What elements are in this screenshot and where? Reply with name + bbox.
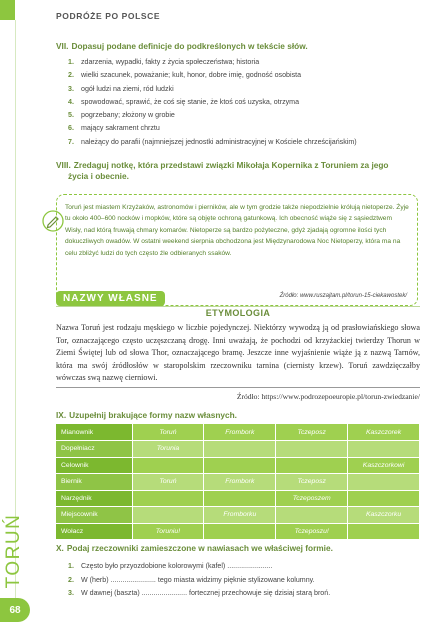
item-number: 2.: [68, 575, 74, 584]
form-cell[interactable]: [348, 523, 420, 540]
task-7-heading: [56, 41, 420, 52]
form-cell[interactable]: [204, 457, 276, 474]
item-text[interactable]: W dawnej (baszta) ....................... fortecznej przechowuje się dzisiaj starą broń.: [81, 589, 331, 598]
form-cell[interactable]: Fromborku: [204, 507, 276, 524]
section-badge: NAZWY WŁASNE: [56, 291, 165, 306]
case-name-cell: Biernik: [56, 474, 132, 491]
running-header: PODRÓŻE PO POLSCE: [56, 11, 161, 21]
task-8-heading: [56, 160, 420, 171]
item-text: ogół ludzi na ziemi, ród ludzki: [81, 84, 174, 93]
task-10: [56, 543, 420, 601]
form-cell[interactable]: Tczeposz: [276, 424, 348, 441]
form-cell[interactable]: [132, 507, 204, 524]
table-row: [56, 457, 420, 474]
form-cell[interactable]: [204, 441, 276, 458]
case-name-cell: Celownik: [56, 457, 132, 474]
form-cell[interactable]: [276, 507, 348, 524]
form-cell[interactable]: [348, 490, 420, 507]
item-text[interactable]: W (herb) ....................... tego miasta widzimy pięknie stylizowane kolumny.: [81, 575, 315, 584]
list-item: [68, 574, 420, 588]
list-item: [68, 96, 420, 109]
form-cell[interactable]: Toruń: [132, 474, 204, 491]
page-number: 68: [0, 598, 30, 622]
case-name-cell: Mianownik: [56, 424, 132, 441]
etymology-text: Nazwa Toruń jest rodzaju męskiego w liczbie pojedynczej. Niektórzy wywodzą ją od prasłowiańskiego słowa Tor, oznaczającego często uczęszczaną drogę. Inni uważają, że pochodzi od krzyżackiej twierdzy Thorun w Ziemi Świętej lub od słowa Thor, oznaczającego bramę. Jeszcze inne wyjaśnienie wiąże ją z nazwą Tarnów, która ma swój źródłosłów w staropolskim rzeczowniku tarnina (ciernisty krzew). Toruń zawdzięczałby wówczas swą nazwę cierniowi.: [56, 323, 420, 383]
case-name-cell: Narzędnik: [56, 490, 132, 507]
item-number: 1.: [68, 562, 74, 570]
etymology-source: Źródło: https://www.podrozepoeuropie.pl/torun-zwiedzanie/: [236, 392, 420, 401]
task-10-number: X.: [56, 543, 64, 553]
item-number: 3.: [68, 589, 74, 598]
item-text: należący do parafii (najmniejszej jednostki administracyjnej w Kościele chrześcijańskim): [81, 137, 357, 146]
note-box: [56, 194, 418, 306]
table-row: [56, 474, 420, 491]
list-item: [68, 560, 420, 574]
section-rule: [56, 306, 420, 307]
form-cell[interactable]: Kaszczorkowi: [348, 457, 420, 474]
case-name-cell: Wołacz: [56, 523, 132, 540]
list-item: [68, 587, 420, 601]
declension-table: [56, 424, 420, 540]
list-item: [68, 56, 420, 69]
form-cell[interactable]: [132, 490, 204, 507]
list-item: [68, 136, 420, 149]
task-9-number: IX.: [56, 410, 67, 420]
task-9-heading: [56, 410, 420, 421]
item-text: pogrzebany; złożony w grobie: [81, 111, 175, 120]
item-number: 1.: [68, 58, 74, 66]
item-text: zdarzenia, wypadki, fakty z życia społeczeństwa; historia: [81, 58, 260, 66]
form-cell[interactable]: Toruń: [132, 424, 204, 441]
item-text[interactable]: Często było przyozdobione kolorowymi (kafel) .......................: [81, 562, 273, 570]
form-cell[interactable]: [348, 474, 420, 491]
table-row: [56, 507, 420, 524]
task-8: [56, 160, 420, 182]
form-cell[interactable]: [204, 523, 276, 540]
table-row: [56, 441, 420, 458]
task-7: [56, 41, 420, 149]
form-cell[interactable]: Tczeposzem: [276, 490, 348, 507]
form-cell[interactable]: Torunia: [132, 441, 204, 458]
form-cell[interactable]: Tczeposz: [276, 474, 348, 491]
form-cell[interactable]: [276, 457, 348, 474]
table-row: [56, 490, 420, 507]
list-item: [68, 122, 420, 135]
task-10-title: Podaj rzeczowniki zamieszczone w nawiasach we właściwej formie.: [66, 543, 333, 553]
definition-list: [56, 56, 420, 149]
task-7-title: Dopasuj podane definicje do podkreślonych w tekście słów.: [71, 41, 308, 51]
form-cell[interactable]: [276, 441, 348, 458]
table-row: [56, 523, 420, 540]
case-name-cell: Miejscownik: [56, 507, 132, 524]
case-name-cell: Dopełniacz: [56, 441, 132, 458]
table-row: [56, 424, 420, 441]
task-8-number: VIII.: [56, 160, 71, 170]
list-item: [68, 83, 420, 96]
form-cell[interactable]: Kaszczorku: [348, 507, 420, 524]
form-cell[interactable]: Frombork: [204, 474, 276, 491]
list-item: [68, 69, 420, 82]
top-accent-bar: [0, 0, 15, 20]
item-number: 4.: [68, 97, 74, 106]
form-cell[interactable]: Frombork: [204, 424, 276, 441]
note-text: Toruń jest miastem Krzyżaków, astronomów i pierników, ale w tym grodzie także niepodzielnie królują nietoperze. Żyje tu około 400–600 nocków i mopków, które są objęte ochroną gatunkową. Ich obecność wiąże się z sąsiedztwem Wisły, nad którą fruwają chmary komarów. Nietoperze są bardzo pożyteczne, gdyż zjadają ogromne ilości tych dokuczliwych owadów. W ostatni weekend sierpnia obchodzona jest Międzynarodowa Noc Nietoperzy, która ma na celu zbliżyć ludzi do tych często źle odbieranych ssaków.: [65, 204, 409, 257]
task-9: [56, 410, 420, 421]
task-8-title-line1: Zredaguj notkę, która przedstawi związki Mikołaja Kopernika z Toruniem za jego: [73, 160, 389, 170]
source-rule: [56, 387, 420, 388]
item-text: spowodować, sprawić, że coś się stanie, że ktoś coś uzyska, otrzyma: [81, 97, 300, 106]
item-number: 3.: [68, 84, 74, 93]
etymology-title: ETYMOLOGIA: [205, 308, 271, 318]
task-7-number: VII.: [56, 41, 69, 51]
task-9-title: Uzupełnij brakujące formy nazw własnych.: [69, 410, 237, 420]
task-10-heading: [56, 543, 420, 554]
side-chapter-label: [4, 505, 28, 595]
form-cell[interactable]: [132, 457, 204, 474]
list-item: [68, 109, 420, 122]
form-cell[interactable]: Kaszczorek: [348, 424, 420, 441]
form-cell[interactable]: Tczeposzu!: [276, 523, 348, 540]
item-number: 2.: [68, 71, 74, 80]
item-number: 6.: [68, 124, 74, 133]
task-8-title-line2: życia i obecnie.: [68, 171, 129, 181]
note-source: Źródło: www.ruszajtam.pl/torun-15-ciekawostek/: [279, 293, 407, 299]
form-cell[interactable]: Toruniu!: [132, 523, 204, 540]
side-chapter-text: TORUŃ: [3, 513, 24, 589]
item-number: 7.: [68, 137, 74, 146]
item-number: 5.: [68, 111, 74, 120]
form-cell[interactable]: [348, 441, 420, 458]
form-cell[interactable]: [204, 490, 276, 507]
item-text: mający sakrament chrztu: [81, 124, 160, 133]
fill-in-list: [56, 560, 420, 601]
item-text: wielki szacunek, poważanie; kult, honor, dobre imię, godność osobista: [81, 71, 302, 80]
